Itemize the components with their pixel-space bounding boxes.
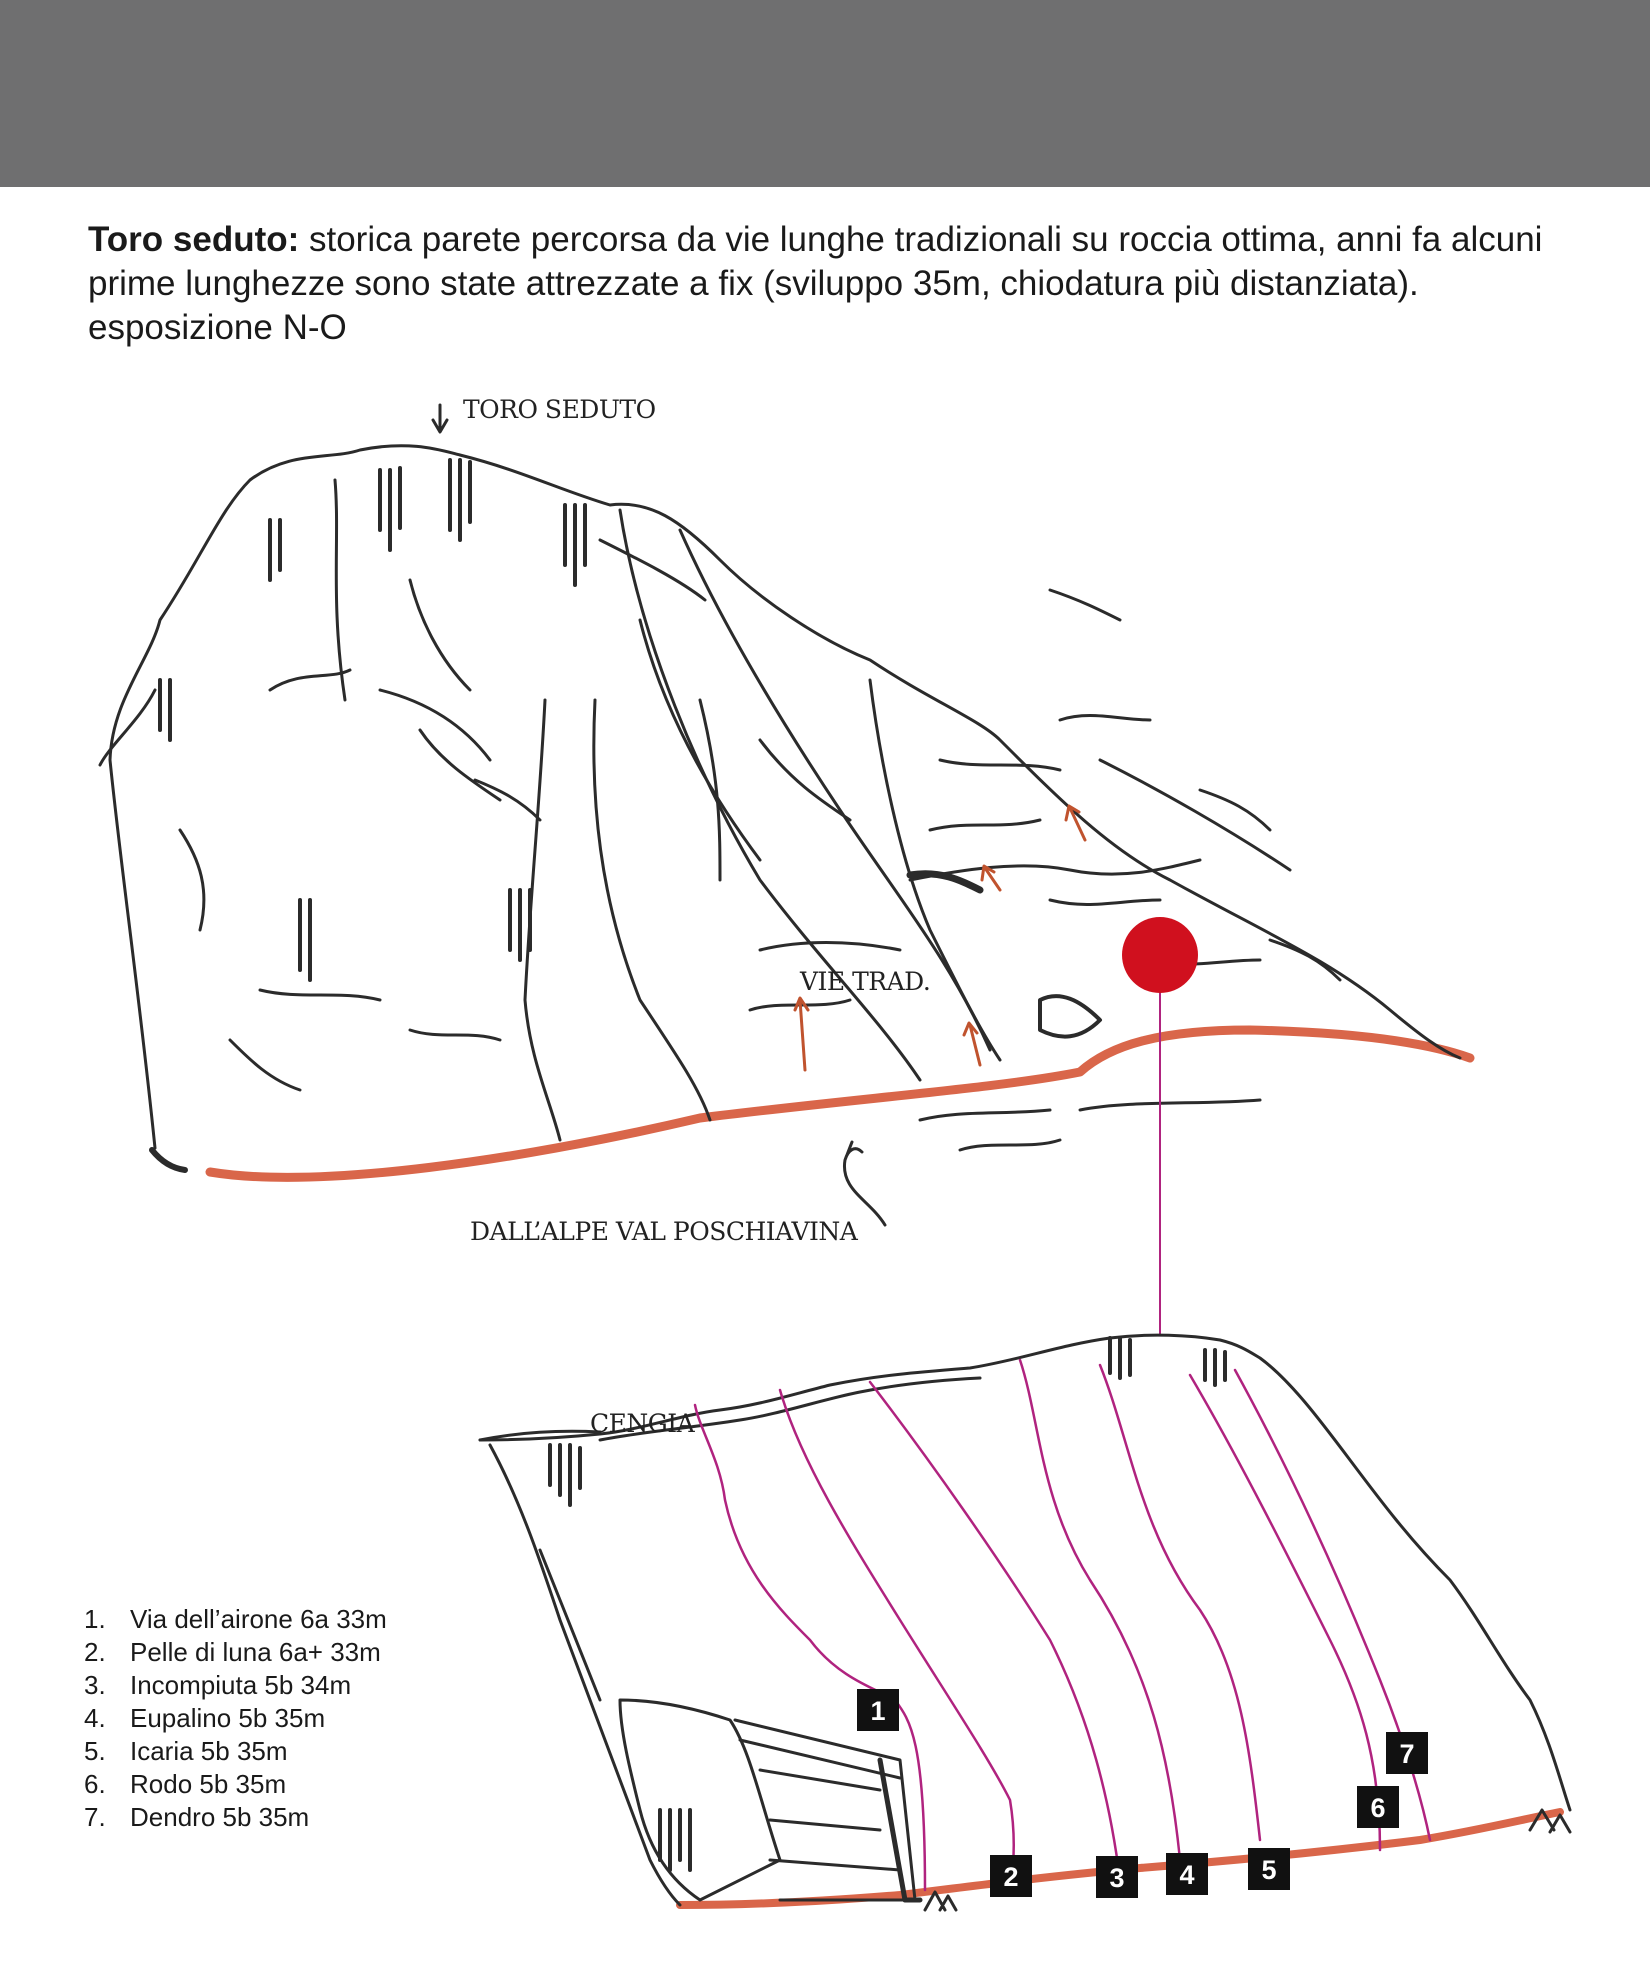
cengia-label: CENGIA [590,1409,695,1438]
route-badge-2 [990,1855,1032,1897]
legend-item [84,1702,387,1735]
legend-item [84,1669,387,1702]
overview-outline [110,446,1460,1148]
route-badge-6-text: 6 [1370,1793,1386,1823]
legend-number: 3. [84,1670,106,1700]
legend-number: 7. [84,1802,106,1832]
legend-name: Rodo 5b 35m [130,1769,287,1799]
vie-trad-label: VIE TRAD. [800,967,931,996]
intro-title: Toro seduto: [88,220,300,259]
summit-label: TORO SEDUTO [463,395,656,424]
legend-item [84,1603,387,1636]
route-legend [84,1603,387,1834]
approach-arrow [844,1142,885,1225]
route-badge-4-text: 4 [1179,1860,1195,1890]
overview-sketch [100,405,1470,1225]
legend-item [84,1735,387,1768]
legend-name: Eupalino 5b 35m [130,1703,326,1733]
route-line-2 [780,1390,1014,1890]
legend-item [84,1636,387,1669]
legend-item [84,1801,387,1834]
route-line-4 [1020,1360,1180,1860]
route-badge-2-text: 2 [1003,1862,1019,1892]
route-badge-7-text: 7 [1399,1739,1415,1769]
legend-number: 4. [84,1703,106,1733]
intro-text: storica parete percorsa da vie lunghe tradizionali su roccia ottima, anni fa alcuni prime lunghezze sono state attrezzate a fix (sviluppo 35m, chiodatura più distanziata). esposizione N-O [88,220,1543,347]
summit-arrow [433,405,447,432]
overview-ground [210,1030,1470,1177]
legend-name: Pelle di luna 6a+ 33m [130,1637,381,1667]
legend-number: 5. [84,1736,106,1766]
route-badge-1-text: 1 [870,1696,886,1726]
route-lines [695,1360,1430,1890]
route-badge-1 [857,1689,899,1731]
legend-name: Dendro 5b 35m [130,1802,310,1832]
route-badge-6 [1357,1786,1399,1828]
approach-label: DALL’ALPE VAL POSCHIAVINA [470,1217,858,1246]
route-badge-5 [1248,1848,1290,1890]
route-badge-4 [1166,1853,1208,1895]
legend-number: 1. [84,1604,106,1634]
route-badge-3-text: 3 [1109,1863,1125,1893]
location-marker [1122,917,1198,993]
legend-name: Incompiuta 5b 34m [130,1670,352,1700]
route-badge-5-text: 5 [1261,1855,1277,1885]
route-badge-7 [1386,1732,1428,1774]
legend-name: Icaria 5b 35m [130,1736,288,1766]
legend-number: 2. [84,1637,106,1667]
legend-item [84,1768,387,1801]
legend-name: Via dell’airone 6a 33m [130,1604,387,1634]
legend-number: 6. [84,1769,106,1799]
route-line-5 [1100,1365,1260,1840]
route-badge-3 [1096,1856,1138,1898]
